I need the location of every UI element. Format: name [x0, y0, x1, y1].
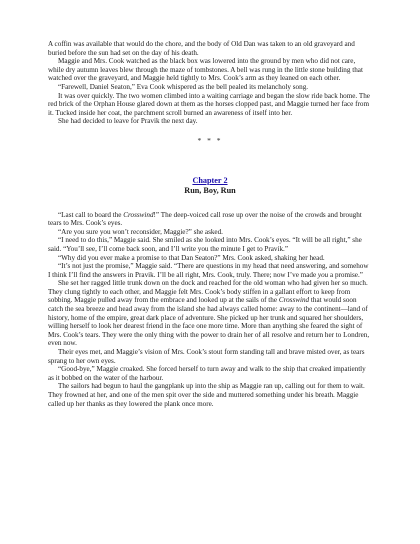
- paragraph: She had decided to leave for Pravik the next day.: [58, 117, 198, 126]
- paragraph: She set her ragged little trunk down on the dock and reached for the old woman who had given her so much. They clung tightly to each other, and Maggie felt Mrs. Cook’s body stiffen in a gallant effort to keep from sobbing. Maggie pulled away from the embrace and looked up at the sails of the Crosswind that would soon catch the sea breeze and head away from the island she had always called home: away to the continent—land of history, home of the empire, great dark place of adventure. She picked up her trunk and squared her shoulders, willing herself to look her dearest friend in the face one more time. More than anything she feared the sight of Mrs. Cook’s tears. They were the only thing with the power to drain her of all resolve and return her to Londren, even now.: [48, 279, 370, 348]
- chapter-title: Run, Boy, Run: [184, 185, 236, 195]
- paragraph: “I need to do this,” Maggie said. She smiled as she looked into Mrs. Cook’s eyes. “It will be all right,” she said. “You’ll see, I’ll come back soon, and I’ll write you the minute I get to Pravik.”: [48, 236, 362, 253]
- paragraph: “Good-bye,” Maggie croaked. She forced herself to turn away and walk to the ship that creaked impatiently as it bobbed on the water of the harbour.: [48, 365, 366, 382]
- paragraph: Maggie and Mrs. Cook watched as the black box was lowered into the ground by men who did not care, while dry autumn leaves blew through the maze of tombstones. A bell was rung in the little stone building that watched over the graveyard, and Maggie held tightly to Mrs. Cook’s arm as they leaned on each other.: [48, 57, 363, 83]
- paragraph: “It’s not just the promise,” Maggie said. “There are questions in my head that need answering, and somehow I think I’ll find the answers in Pravik. I’ll be all right, Mrs. Cook, truly. There; now I’ve made you a promise.”: [48, 262, 369, 279]
- paragraph: It was over quickly. The two women climbed into a waiting carriage and began the slow ride back home. The red brick of the Orphan House glared down at them as the horses clopped past, and Maggie turned her face from it. Tucked inside her coat, the parchment scroll burned an awareness of itself into her.: [48, 91, 370, 117]
- section-divider: * * *: [197, 135, 223, 145]
- chapter-heading-link[interactable]: Chapter 2: [192, 175, 228, 185]
- paragraph: The sailors had begun to haul the gangplank up into the ship as Maggie ran up, calling out for them to wait. They frowned at her, and one of the men spit over the side and muttered something under his breath. Maggie called up her thanks as they lowered the plank once more.: [48, 382, 365, 408]
- paragraph: A coffin was available that would do the chore, and the body of Old Dan was taken to an old graveyard and buried before the sun had set on the day of his death.: [48, 40, 355, 57]
- paragraph: “Farewell, Daniel Seaton,” Eva Cook whispered as the bell pealed its melancholy song.: [58, 82, 309, 91]
- paragraph: “Why did you ever make a promise to that Dan Seaton?” Mrs. Cook asked, shaking her head.: [58, 253, 325, 262]
- paragraph: “Are you sure you won’t reconsider, Maggie?” she asked.: [58, 227, 223, 236]
- section-2: [48, 211, 372, 409]
- section-1: [48, 40, 372, 126]
- paragraph: “Last call to board the Crosswind!” The deep-voiced call rose up over the noise of the crowds and brought tears to Mrs. Cook’s eyes.: [48, 210, 362, 228]
- paragraph: Their eyes met, and Maggie’s vision of Mrs. Cook’s stout form standing tall and brave misted over, as tears sprang to her own eyes.: [48, 348, 365, 365]
